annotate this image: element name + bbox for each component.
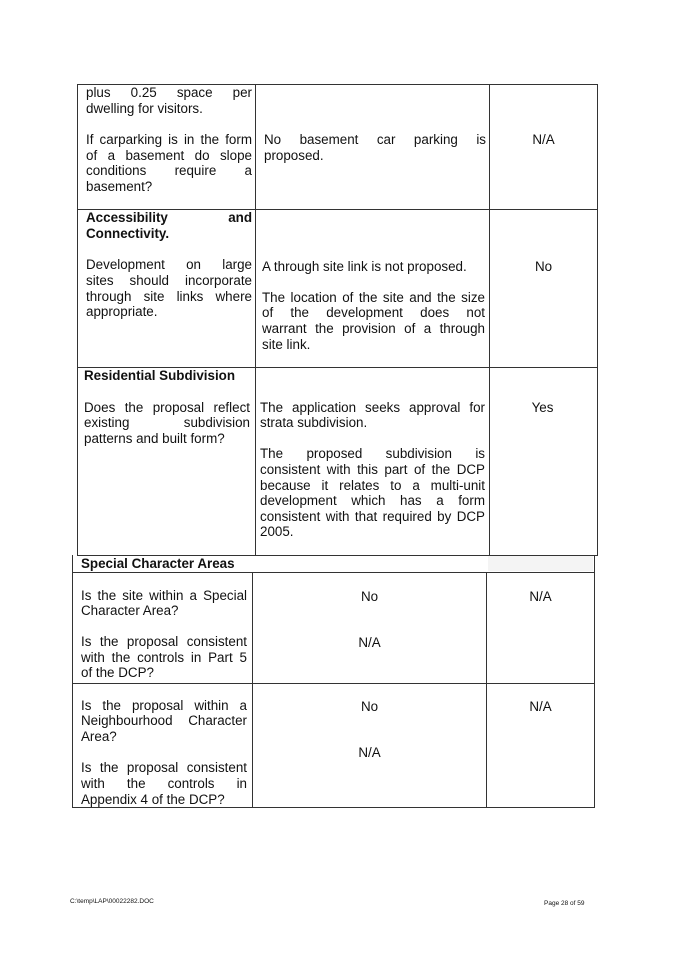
block3-col2-para2-line1: The proposed subdivision is (260, 446, 485, 461)
block4-a2: N/A (358, 635, 381, 650)
block3-col1-line2: existing subdivision (84, 415, 250, 430)
block2-col2-para2-line4: site link. (262, 337, 311, 352)
block3-col2-para2-line3: because it relates to a multi-unit (260, 478, 485, 493)
block5-r1: N/A (529, 699, 552, 714)
block1-col2-line1: No basement car parking is (264, 132, 486, 147)
shaded-header-cell (488, 556, 593, 571)
block4-q2-line2: with the controls in Part 5 (81, 650, 247, 665)
block5-q2-line1: Is the proposal consistent (81, 760, 247, 775)
block1-col1-question-line3: conditions require a (86, 163, 252, 178)
block5-q2-line2: with the controls in (81, 776, 247, 791)
block1-col3-value: N/A (532, 132, 555, 147)
footer-file-path: C:\temp\LAP\00022282.DOC (70, 898, 154, 905)
block2-col2-para2-line1: The location of the site and the size (262, 290, 485, 305)
block3-heading: Residential Subdivision (84, 368, 236, 383)
block4-a1: No (360, 589, 379, 604)
block3-col3-value: Yes (531, 400, 554, 415)
block3-col1-line3: patterns and built form? (84, 431, 225, 446)
block2-heading-line2: Connectivity. (86, 226, 170, 241)
block4-q1-line1: Is the site within a Special (81, 588, 247, 603)
block5-q1-line2: Neighbourhood Character (81, 713, 247, 728)
block5-q2-line3: Appendix 4 of the DCP? (81, 792, 225, 807)
block5-q1-line3: Area? (81, 729, 117, 744)
block5-a1: No (360, 699, 379, 714)
block3-col2-para2-line5: consistent with that required by DCP (260, 509, 485, 524)
block1-col1-question-line4: basement? (86, 179, 153, 194)
block1-col1-question-line1: If carparking is in the form (86, 132, 252, 147)
block3-col2-para1-line2: strata subdivision. (260, 415, 368, 430)
block2-col3-value: No (534, 259, 553, 274)
block3-col2-para1-line1: The application seeks approval for (260, 400, 485, 415)
block2-col1-line3: through site links where (86, 289, 252, 304)
block1-col1-top-line2: dwelling for visitors. (86, 101, 203, 116)
block5-q1-line1: Is the proposal within a (81, 698, 247, 713)
block3-col2-para2-line4: development which has a form (260, 493, 485, 508)
block2-col2-para2-line2: of the development does not (262, 305, 485, 320)
block2-col1-line2: sites should incorporate (86, 273, 252, 288)
block2-col1-line1: Development on large (86, 257, 252, 272)
block3-col2-para2-line6: 2005. (260, 524, 294, 539)
block4-q2-line1: Is the proposal consistent (81, 634, 247, 649)
block2-heading-line1: Accessibility and (86, 210, 252, 225)
block1-col2-line2: proposed. (264, 148, 324, 163)
block4-q1-line2: Character Area? (81, 603, 179, 618)
block2-col2-para1: A through site link is not proposed. (262, 259, 467, 274)
block2-col2-para2-line3: warrant the provision of a through (262, 321, 485, 336)
block4-r1: N/A (529, 589, 552, 604)
block3-col2-para2-line2: consistent with this part of the DCP (260, 462, 485, 477)
block2-col1-line4: appropriate. (86, 304, 158, 319)
block1-col1-question-line2: of a basement do slope (86, 148, 252, 163)
block5-a2: N/A (358, 745, 381, 760)
block1-col1-top-line1: plus 0.25 space per (86, 85, 252, 100)
block3-col1-line1: Does the proposal reflect (84, 400, 250, 415)
block4-q2-line3: of the DCP? (81, 665, 154, 680)
footer-page-number: Page 28 of 59 (544, 900, 585, 907)
block4-heading: Special Character Areas (81, 556, 235, 571)
